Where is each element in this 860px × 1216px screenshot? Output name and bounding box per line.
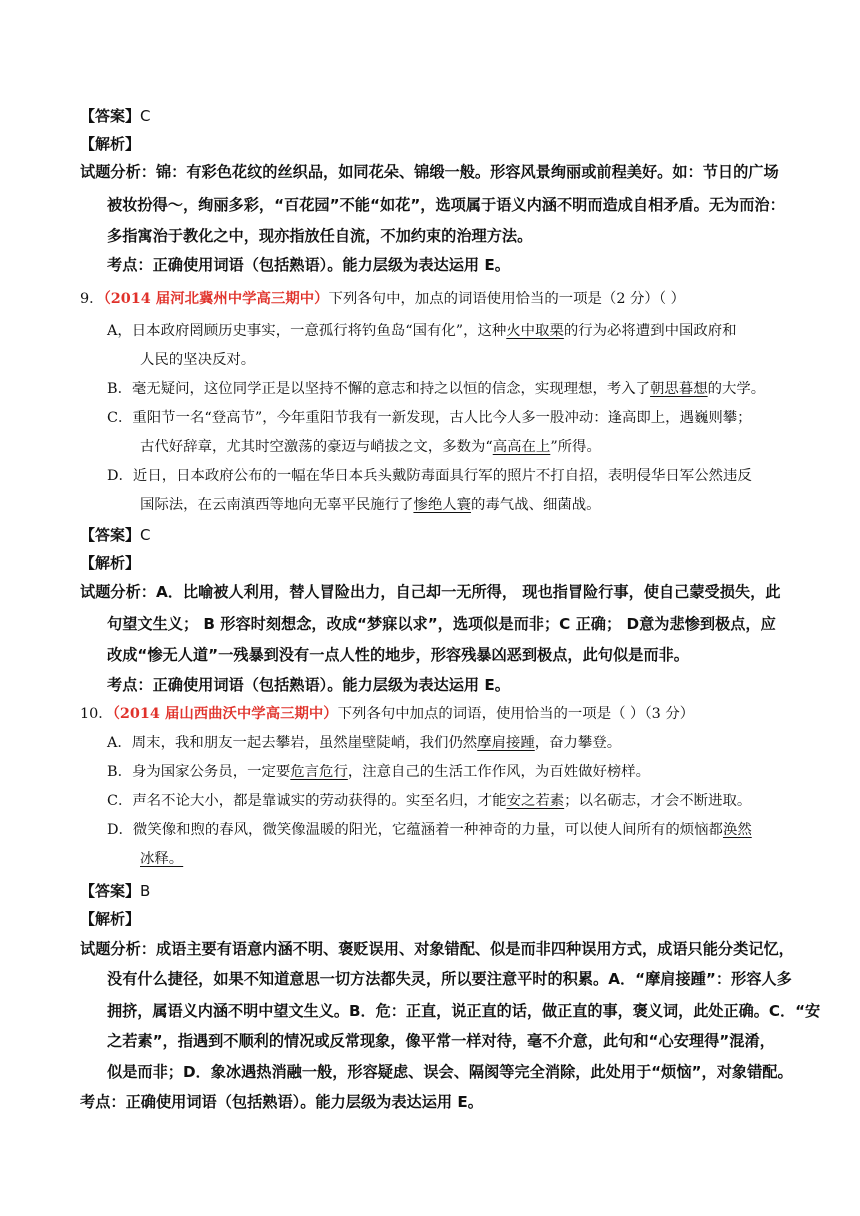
option-b [107,379,765,399]
option-b [107,762,650,782]
kaodian-text: 考点：正确使用词语（包括熟语）。能力层级为表达运用 E。 [80,1093,483,1111]
question-source: （2014 届山西曲沃中学高三期中） [112,705,338,722]
option-text: ，注意自己的生活工作作风，为百姓做好榜样。 [347,764,651,780]
dotted-word: 火中取栗 [506,323,564,339]
question-10-stem [80,704,694,724]
dotted-word: 高高在上 [492,439,551,455]
kaodian-text: 考点：正确使用词语（包括熟语）。能力层级为表达运用 E。 [107,676,510,694]
analysis-text: 多指寓治于教化之中，现亦指放任自流，不加约束的治理方法。 [107,227,533,245]
question-text: 下列各句中，加点的词语使用恰当的一项是（2 分）（ ） [328,291,685,307]
option-d-continued [140,849,183,869]
analysis-text: 拥挤，属语义内涵不明中望文生义。B．危：正直，说正直的话，做正直的事，褒义词，此处正确。C．“安 [107,1002,821,1020]
answer-label: 【答案】 [80,882,141,900]
analysis-text: 改成“惨无人道”一残暴到没有一点人性的地步，形容残暴凶恶到极点，此句似是而非。 [107,646,689,664]
analysis-label: 【解析】 [80,554,141,572]
analysis-text: 试题分析：成语主要有语意内涵不明、褒贬误用、对象错配、似是而非四种误用方式，成语只能分类记忆， [80,940,794,958]
option-d: D．近日，日本政府公布的一幅在华日本兵头戴防毒面具行军的照片不打自招，表明侵华日军公然违反 [107,468,752,484]
option-text: 的毒气战、细菌战。 [471,497,601,513]
analysis-text: 句望文生义； B 形容时刻想念，改成“梦寐以求”，选项似是而非；C 正确； D意为悲惨到极点，应 [107,615,776,633]
answer-line [80,881,150,901]
analysis-label: 【解析】 [80,135,141,153]
dotted-word: 朝思暮想 [650,381,708,397]
option-text: D．微笑像和煦的春风，微笑像温暖的阳光，它蕴涵着一种神奇的力量，可以使人间所有的烦恼都 [107,822,723,838]
option-text: ”所得。 [550,439,601,455]
option-text: ；以名砺志，才会不断进取。 [564,793,752,809]
option-text: 的大学。 [707,381,766,397]
analysis-text: 试题分析：锦：有彩色花纹的丝织品，如同花朵、锦缎一般。形容风景绚丽或前程美好。如：节日的广场 [80,163,779,181]
option-text: 的行为必将遭到中国政府和 [563,323,737,339]
analysis-text: 之若素”，指遇到不顺利的情况或反常现象，像平常一样对待，毫不介意，此句和“心安理得”混淆， [107,1032,775,1050]
answer-value: C [140,526,151,544]
option-a [107,733,621,753]
answer-label: 【答案】 [80,107,141,125]
question-number: 9． [80,291,104,307]
dotted-word: 惨绝人寰 [413,497,472,513]
dotted-word: 冰释。 [140,851,184,867]
dotted-word: 安之若素 [506,793,565,809]
answer-value: C [140,107,151,125]
question-number: 10． [80,706,113,722]
question-source: （2014 届河北冀州中学高三期中） [103,290,329,307]
option-a [107,321,737,341]
option-d [107,820,752,840]
dotted-word: 摩肩接踵 [477,735,535,751]
option-c-continued [140,437,601,457]
option-a-continued: 人民的坚决反对。 [140,352,256,368]
option-text: ，奋力攀登。 [534,735,622,751]
question-9-stem [80,289,685,309]
option-text: 国际法，在云南滇西等地向无辜平民施行了 [140,497,414,513]
analysis-label: 【解析】 [80,910,141,928]
kaodian-text: 考点：正确使用词语（包括熟语）。能力层级为表达运用 E。 [107,256,510,274]
option-d-continued [140,495,601,515]
analysis-text: 试题分析：A．比喻被人利用，替人冒险出力，自己却一无所得， 现也指冒险行事，使自己蒙受损失，此 [80,583,781,601]
option-text: B．身为国家公务员，一定要 [107,764,291,780]
option-text: B．毫无疑问，这位同学正是以坚持不懈的意志和持之以恒的信念，实现理想，考入了 [107,381,651,397]
dotted-word: 危言危行 [290,764,348,780]
option-text: A．周末，我和朋友一起去攀岩，虽然崖壁陡峭，我们仍然 [107,735,478,751]
answer-line [80,525,151,545]
answer-value: B [140,882,151,900]
option-text: A，日本政府罔顾历史事实，一意孤行将钓鱼岛“国有化”，这种 [107,323,507,339]
analysis-text: 被妆扮得～，绚丽多彩，“百花园”不能“如花”，选项属于语义内涵不明而造成自相矛盾。无为而治： [107,196,785,214]
analysis-text: 没有什么捷径，如果不知道意思一切方法都失灵，所以要注意平时的积累。A．“摩肩接踵”：形容人多 [107,970,792,988]
answer-label: 【答案】 [80,526,141,544]
option-c [107,791,751,811]
option-text: C．声名不论大小，都是靠诚实的劳动获得的。实至名归，才能 [107,793,507,809]
analysis-text: 似是而非；D．象冰遇热消融一般，形容疑虑、误会、隔阂等完全消除，此处用于“烦恼”，对象错配。 [107,1063,793,1081]
question-text: 下列各句中加点的词语，使用恰当的一项是（ ）（3 分） [337,706,695,722]
answer-line [80,106,151,126]
option-c: C．重阳节一名“登高节”，今年重阳节我有一新发现，古人比今人多一股冲动：逢高即上，遇巍则攀； [107,410,752,426]
dotted-word: 涣然 [722,822,752,838]
option-text: 古代好辞章，尤其时空激荡的豪迈与峭拔之文，多数为“ [140,439,493,455]
